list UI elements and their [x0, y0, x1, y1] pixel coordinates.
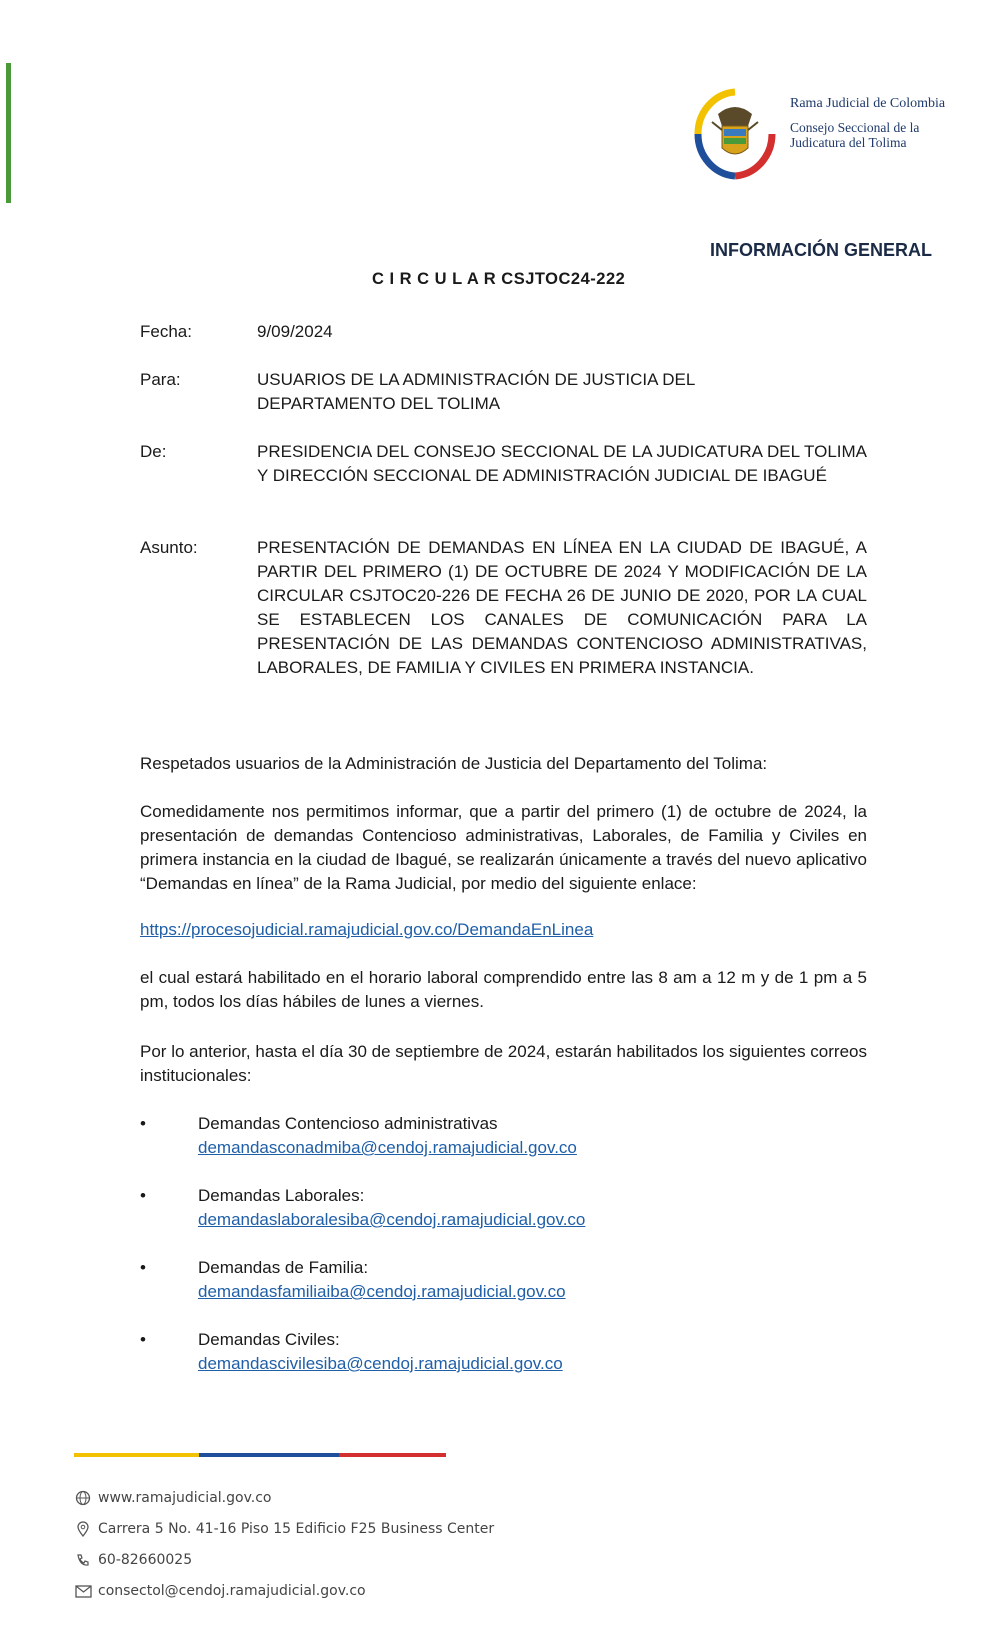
- header-logo: [690, 86, 960, 186]
- bullet-mark: •: [140, 1330, 146, 1349]
- green-side-bar: [6, 63, 11, 203]
- bullet-mark: •: [140, 1258, 146, 1277]
- fecha-value: 9/09/2024: [257, 322, 333, 341]
- logo-title: Rama Judicial de Colombia: [790, 96, 946, 111]
- email-link[interactable]: demandaslaboralesiba@cendoj.ramajudicial.gov.co: [198, 1210, 586, 1229]
- de-label: De:: [140, 442, 167, 461]
- footer-phone-text: 60-82660025: [98, 1552, 193, 1568]
- bullet-mark: •: [140, 1114, 146, 1133]
- footer-email-link[interactable]: consectol@cendoj.ramajudicial.gov.co: [98, 1583, 366, 1599]
- phone-icon: [74, 1552, 94, 1568]
- footer-email: [74, 1583, 366, 1599]
- footer-blue-line: [199, 1453, 339, 1457]
- asunto-label: Asunto:: [140, 538, 198, 557]
- footer-address: [74, 1521, 494, 1537]
- footer-yellow-line: [74, 1453, 199, 1457]
- footer-web: [74, 1490, 271, 1506]
- mail-icon: [74, 1583, 94, 1599]
- para-value: USUARIOS DE LA ADMINISTRACIÓN DE JUSTICIA DEL DEPARTAMENTO DEL TOLIMA: [257, 370, 695, 413]
- logo-subtitle: Consejo Seccional de la Judicatura del Tolima: [790, 120, 920, 150]
- bullet-label: Demandas Civiles:: [198, 1330, 340, 1349]
- bullet-label: Demandas Contencioso administrativas: [198, 1114, 498, 1133]
- footer-address-text: Carrera 5 No. 41-16 Piso 15 Edificio F25 Business Center: [98, 1521, 495, 1537]
- footer-web-link[interactable]: www.ramajudicial.gov.co: [98, 1490, 272, 1506]
- url-line: [140, 918, 867, 942]
- asunto-value: PRESENTACIÓN DE DEMANDAS EN LÍNEA EN LA CIUDAD DE IBAGUÉ, A PARTIR DEL PRIMERO (1) DE OCTUBRE DE 2024 Y MODIFICACIÓN DE LA CIRCULAR CSJTOC20-226 DE FECHA 26 DE JUNIO DE 2020, POR LA CUAL SE ESTABLECEN LOS CANALES DE COMUNICACIÓN PARA LA PRESENTACIÓN DE LAS DEMANDAS CONTENCIOSO ADMINISTRATIVAS, LABORALES, DE FAMILIA Y CIVILES EN PRIMERA INSTANCIA.: [257, 538, 867, 677]
- footer-phone: [74, 1552, 192, 1568]
- info-general-label: INFORMACIÓN GENERAL: [710, 240, 932, 260]
- para-label: Para:: [140, 370, 181, 389]
- location-pin-icon: [74, 1521, 94, 1537]
- de-value: PRESIDENCIA DEL CONSEJO SECCIONAL DE LA JUDICATURA DEL TOLIMA Y DIRECCIÓN SECCIONAL DE ADMINISTRACIÓN JUDICIAL DE IBAGUÉ: [257, 442, 867, 485]
- fecha-label: Fecha:: [140, 322, 192, 341]
- bullet-label: Demandas Laborales:: [198, 1186, 365, 1205]
- demanda-en-linea-link[interactable]: https://procesojudicial.ramajudicial.gov.co/DemandaEnLinea: [140, 920, 594, 939]
- coat-of-arms-icon: [690, 86, 780, 186]
- footer-red-line: [339, 1453, 446, 1457]
- circular-title: C I R C U L A R CSJTOC24-222: [372, 270, 626, 288]
- globe-icon: [74, 1490, 94, 1506]
- email-link[interactable]: demandascivilesiba@cendoj.ramajudicial.gov.co: [198, 1354, 563, 1373]
- email-link[interactable]: demandasfamiliaiba@cendoj.ramajudicial.gov.co: [198, 1282, 566, 1301]
- paragraph-1: Comedidamente nos permitimos informar, que a partir del primero (1) de octubre de 2024, la presentación de demandas Contencioso administrativas, Laborales, de Familia y Civiles en primera instancia en la ciudad de Ibagué, se realizarán únicamente a través del nuevo aplicativo “Demandas en línea” de la Rama Judicial, por medio del siguiente enlace:: [140, 802, 867, 893]
- paragraph-2: el cual estará habilitado en el horario laboral comprendido entre las 8 am a 12 m y de 1 pm a 5 pm, todos los días hábiles de lunes a viernes.: [140, 968, 867, 1011]
- bullet-mark: •: [140, 1186, 146, 1205]
- bullet-label: Demandas de Familia:: [198, 1258, 369, 1277]
- greeting: Respetados usuarios de la Administración de Justicia del Departamento del Tolima:: [140, 754, 768, 773]
- paragraph-3: Por lo anterior, hasta el día 30 de septiembre de 2024, estarán habilitados los siguientes correos institucionales:: [140, 1042, 867, 1085]
- email-link[interactable]: demandasconadmiba@cendoj.ramajudicial.gov.co: [198, 1138, 577, 1157]
